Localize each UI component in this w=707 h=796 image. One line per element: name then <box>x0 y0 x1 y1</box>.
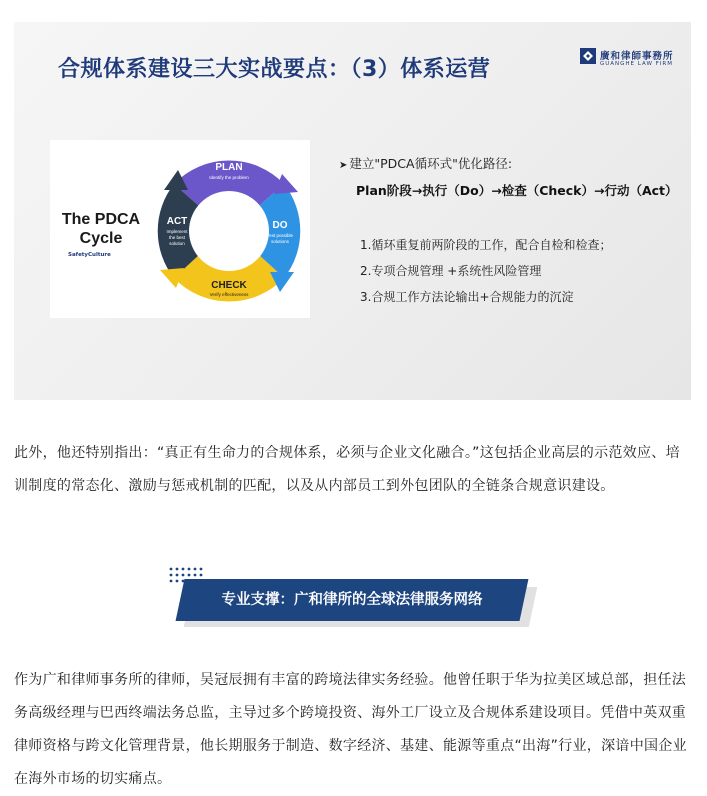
logo-english-name: GUANGHE LAW FIRM <box>600 61 673 67</box>
firm-logo <box>580 48 680 72</box>
do-label: DO <box>272 220 288 231</box>
plan-label: PLAN <box>215 162 243 173</box>
paragraph-lawyer-bio: 作为广和律师事务所的律师，吴冠辰拥有丰富的跨境法律实务经验。他曾任职于华为拉美区域总部，担任法务高级经理与巴西终端法务总监，主导过多个跨境投资、海外工厂设立及合规体系建设项目。凭借中英双重律师资格与跨文化管理背景，他长期服务于制造、数字经济、基建、能源等重点“出海”行业，深谙中国企业在海外市场的切实痛点。 <box>14 672 687 787</box>
pdca-point-3: 3.合规工作方法论输出+合规能力的沉淀 <box>360 290 574 304</box>
act-sub3: solution <box>169 241 185 246</box>
do-sub1: Test possible <box>266 233 294 238</box>
pdca-point-2: 2.专项合规管理 +系统性风险管理 <box>360 264 542 278</box>
pdca-wheel <box>144 148 314 313</box>
paragraph-culture: 此外，他还特别指出：“真正有生命力的合规体系，必须与企业文化融合。”这包括企业高层的示范效应、培训制度的常态化、激励与惩戒机制的匹配，以及从内部员工到外包团队的全链条合规意识建设。 <box>14 445 680 494</box>
slide-image <box>14 22 691 400</box>
pdca-bullet <box>339 154 678 172</box>
pdca-path-block <box>339 154 678 199</box>
bullet-arrow-icon: ➤ <box>339 160 348 171</box>
pdca-title-line2: Cycle <box>79 230 123 247</box>
pdca-title-line1: The PDCA <box>61 211 141 228</box>
section-heading: 专业支撑：广和律所的全球法律服务网络 <box>221 592 483 608</box>
act-label: ACT <box>166 216 188 227</box>
safetyculture-brand: SafetyCulture <box>68 252 111 258</box>
pdca-cycle-title <box>56 210 146 248</box>
act-sub1: Implement <box>166 229 188 234</box>
pdca-bullet-text: 建立"PDCA循环式"优化路径: <box>349 156 513 171</box>
act-sub2: the best <box>168 235 186 240</box>
plan-sub: Identify the problem <box>209 175 249 180</box>
firm-logo-icon <box>580 48 596 64</box>
check-label: CHECK <box>211 280 247 291</box>
pdca-point-1: 1.循环重复前两阶段的工作，配合自检和检查； <box>360 238 612 252</box>
pdca-points <box>360 236 611 314</box>
check-sub: Verify effectiveness <box>209 292 249 297</box>
logo-chinese-name: 廣和律師事務所 <box>600 51 674 62</box>
slide-title: 合规体系建设三大实战要点：（3）体系运营 <box>58 57 491 82</box>
pdca-path: Plan阶段→执行（Do）→检查（Check）→行动（Act） <box>356 183 678 198</box>
do-sub2: solutions <box>271 239 289 244</box>
section-banner <box>168 566 538 628</box>
pdca-diagram-card <box>50 140 310 318</box>
